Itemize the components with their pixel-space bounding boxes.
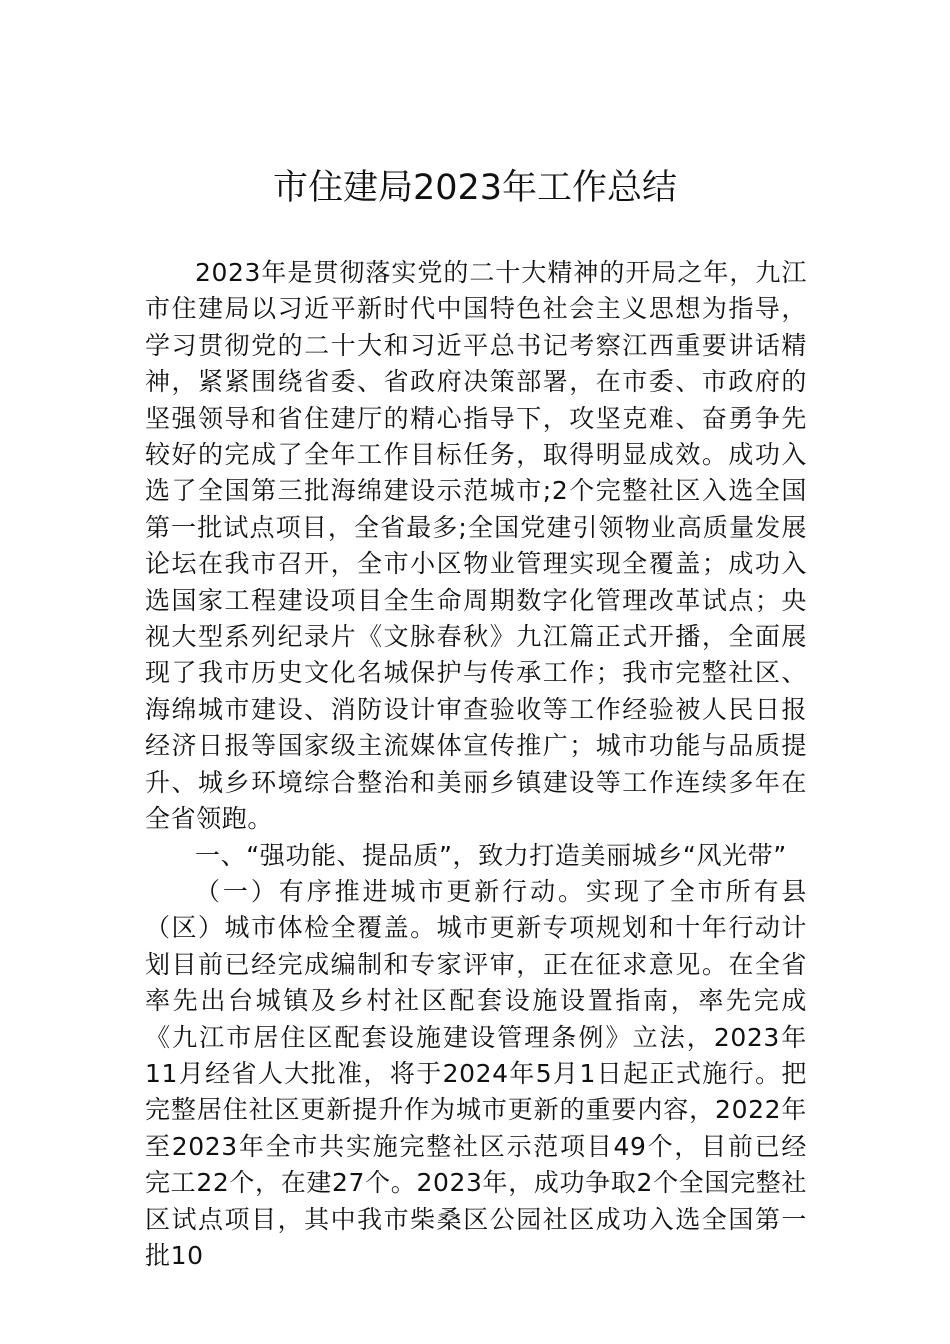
document-title: 市住建局2023年工作总结 [272, 168, 678, 208]
section-heading-1: 一、“强功能、提品质”，致力打造美丽城乡“风光带” [195, 840, 787, 870]
paragraph-urban-renewal: （一）有序推进城市更新行动。实现了全市所有县（区）城市体检全覆盖。城市更新专项规划和十年行动计划目前已经完成编制和专家评审，正在征求意见。在全省率先出台城镇及乡村社区配套设施设置指南，率先完成《九江市居住区配套设施建设管理条例》立法，2023年11月经省人大批准，将于2024年5月1日起正式施行。把完整居住社区更新提升作为城市更新的重要内容，2022年至2023年全市共实施完整社区示范项目49个，目前已经完工22个，在建27个。2023年，成功争取2个全国完整社区试点项目，其中我市柴桑区公园社区成功入选全国第一批10 [145, 876, 807, 1270]
document-body [145, 255, 807, 1274]
paragraph-intro: 2023年是贯彻落实党的二十大精神的开局之年，九江市住建局以习近平新时代中国特色社会主义思想为指导，学习贯彻党的二十大和习近平总书记考察江西重要讲话精神，紧紧围绕省委、省政府决策部署，在市委、市政府的坚强领导和省住建厅的精心指导下，攻坚克难、奋勇争先较好的完成了全年工作目标任务，取得明显成效。成功入选了全国第三批海绵建设示范城市;2个完整社区入选全国第一批试点项目，全省最多;全国党建引领物业高质量发展论坛在我市召开，全市小区物业管理实现全覆盖；成功入选国家工程建设项目全生命周期数字化管理改革试点；央视大型系列纪录片《文脉春秋》九江篇正式开播，全面展现了我市历史文化名城保护与传承工作；我市完整社区、海绵城市建设、消防设计审查验收等工作经验被人民日报经济日报等国家级主流媒体宣传推广；城市功能与品质提升、城乡环境综合整治和美丽乡镇建设等工作连续多年在全省领跑。 [145, 258, 807, 834]
